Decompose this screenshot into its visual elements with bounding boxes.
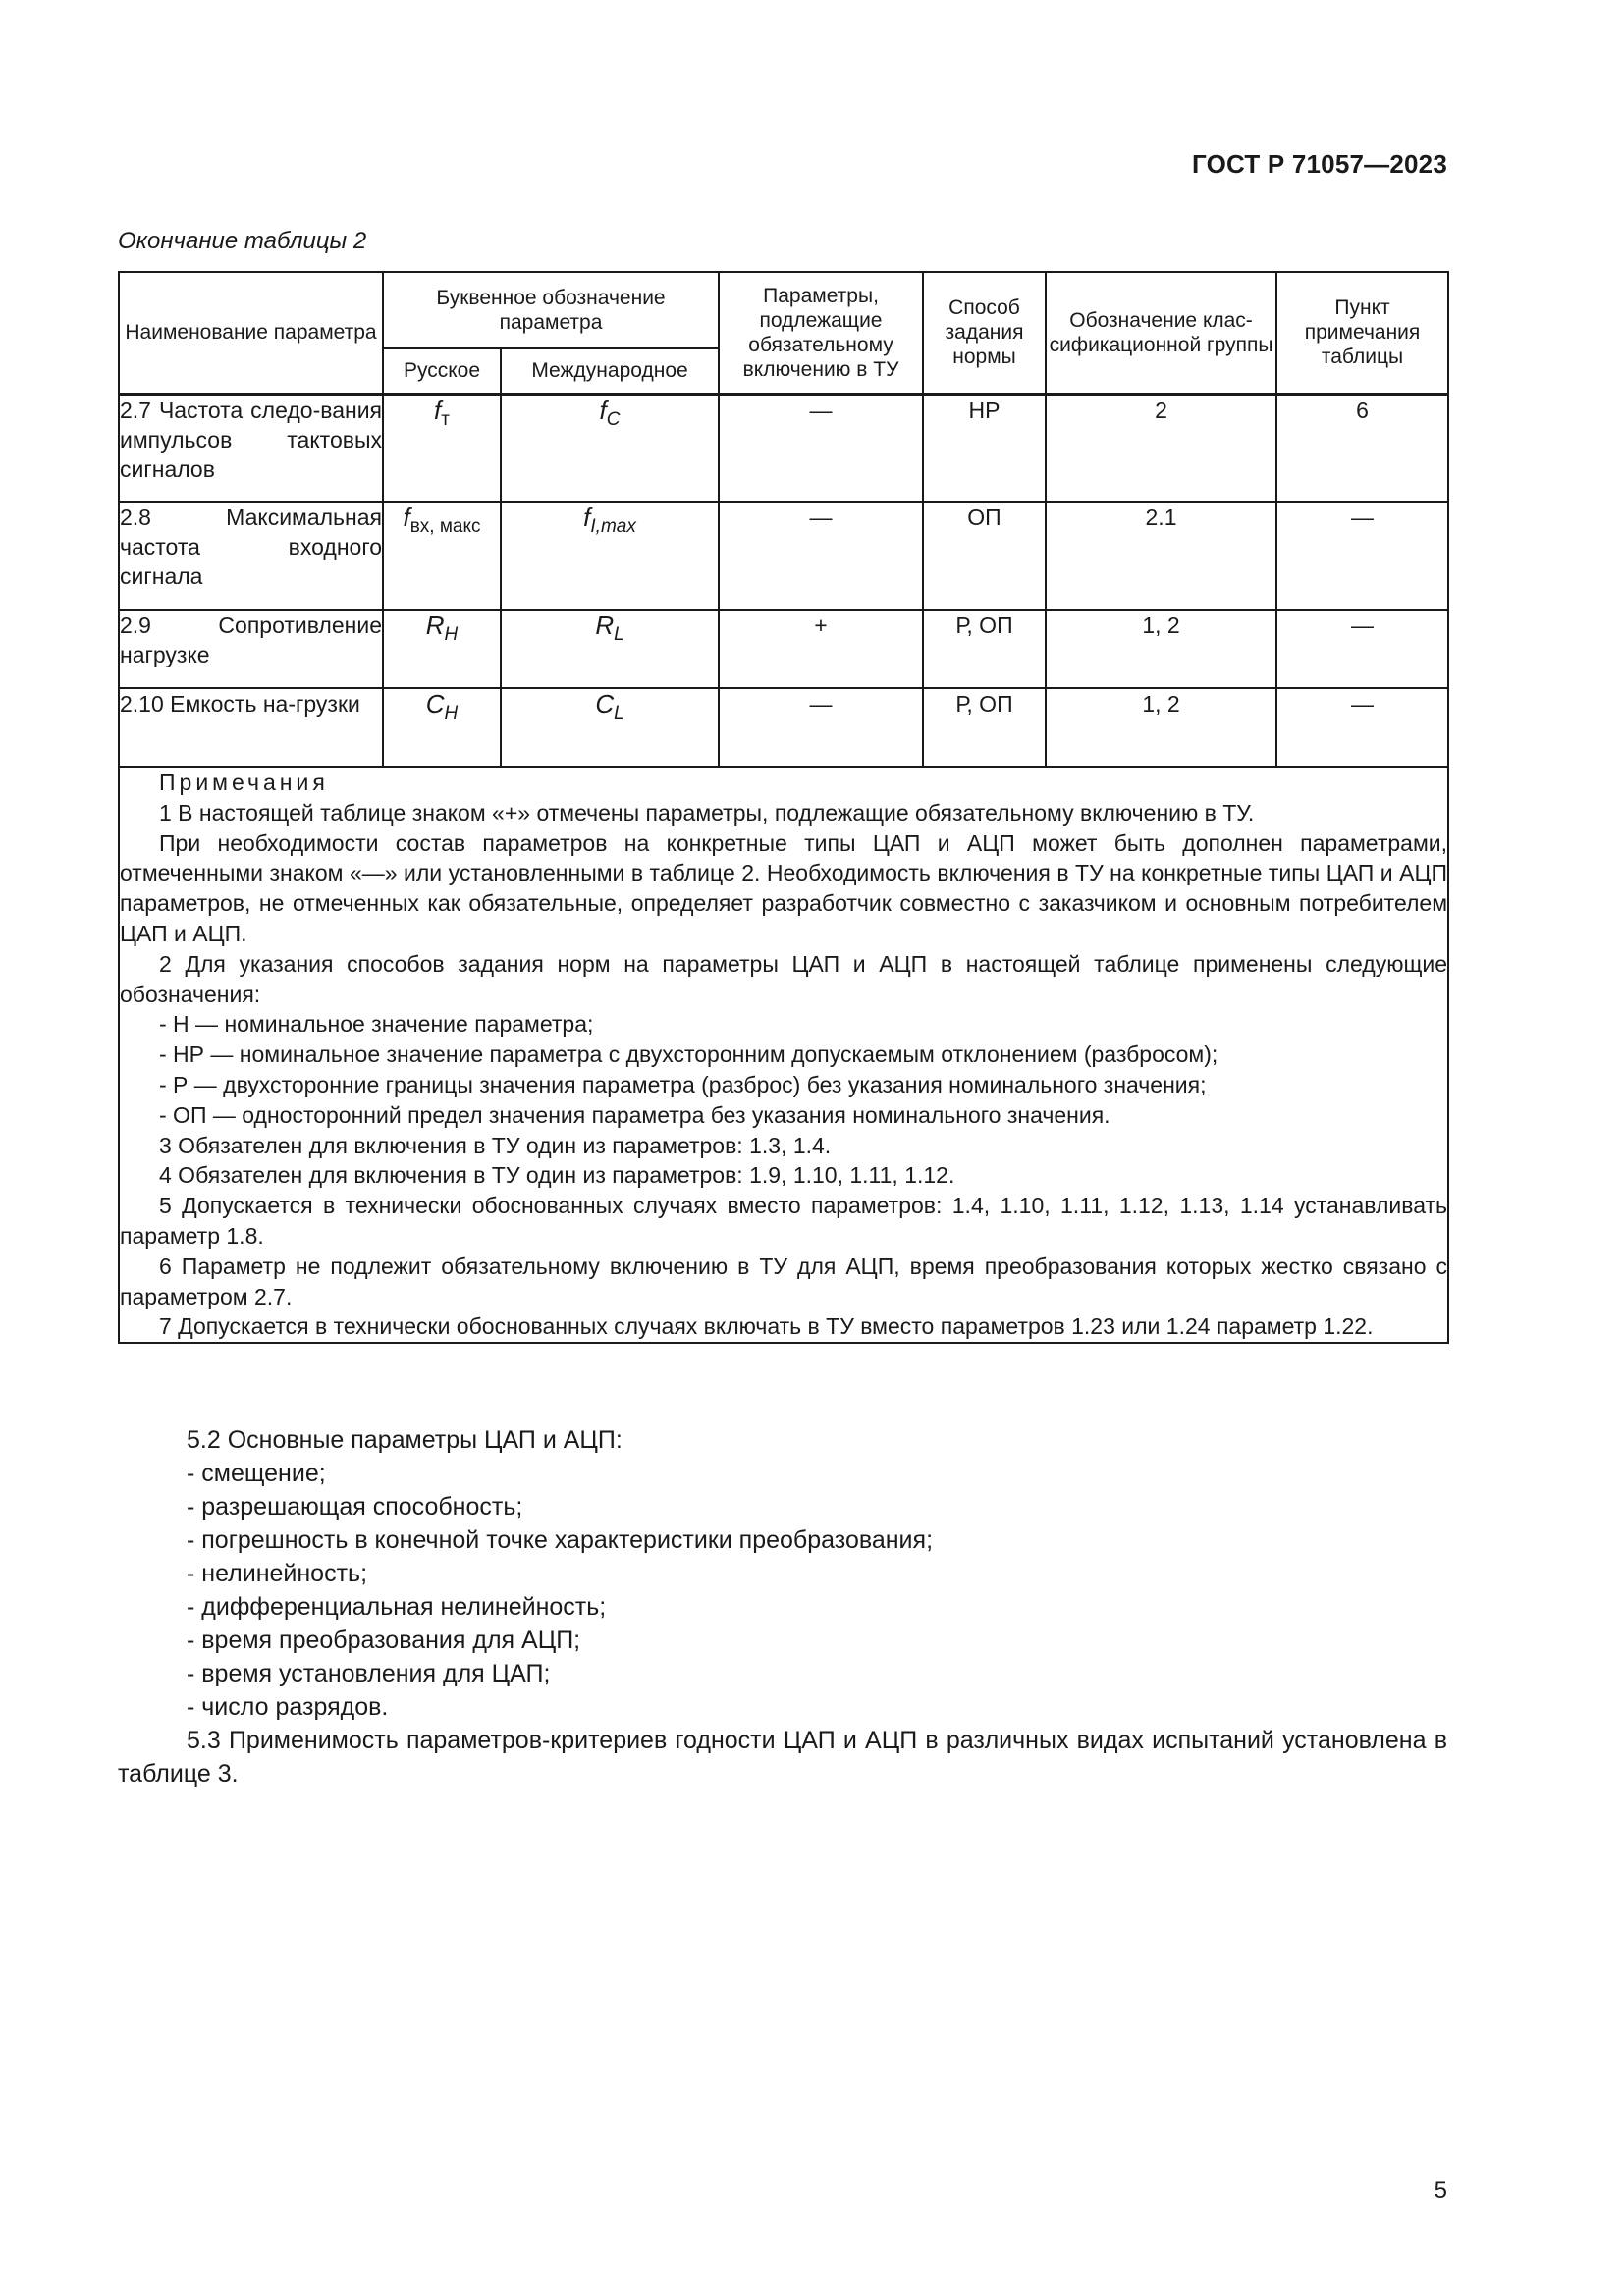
header-method: Способ задания нормы — [923, 272, 1046, 394]
row-class: 2.1 — [1046, 502, 1276, 610]
table-notes — [119, 767, 1448, 1343]
header-ru: Русское — [383, 348, 501, 394]
row-intl-symbol: $R_L$ — [501, 610, 719, 688]
list-item: - дифференциальная нелинейность; — [187, 1593, 607, 1621]
note-list-item: - Н — номинальное значение параметра; — [159, 1011, 594, 1038]
header-mandatory: Параметры, подлежащие обязательному включению в ТУ — [719, 272, 923, 394]
row-method: ОП — [923, 502, 1046, 610]
row-class: 2 — [1046, 394, 1276, 502]
row-name: 2.10 Емкость на-грузки — [119, 688, 383, 767]
row-note: — — [1276, 610, 1448, 688]
header-name: Наименование параметра — [119, 272, 383, 394]
page-number: 5 — [1434, 2177, 1447, 2204]
list-item: - разрешающая способность; — [187, 1493, 523, 1521]
parameter-list — [118, 1457, 1447, 1724]
row-intl-symbol: $f_C$ — [501, 394, 719, 502]
row-class: 1, 2 — [1046, 610, 1276, 688]
header-class: Обозначение клас-сификационной группы — [1046, 272, 1276, 394]
parameters-table — [118, 271, 1449, 1344]
list-item: - нелинейность; — [187, 1560, 368, 1587]
notes-list — [120, 798, 1447, 1342]
note-paragraph: 7 Допускается в технически обоснованных случаях включать в ТУ вместо параметров 1.23 или 1.24 параметр 1.22. — [159, 1313, 1374, 1340]
list-item: - смещение; — [187, 1460, 326, 1487]
row-name: 2.7 Частота следо-вания импульсов тактовых сигналов — [119, 394, 383, 502]
row-note: — — [1276, 688, 1448, 767]
section-5-3: 5.3 Применимость параметров-критериев годности ЦАП и АЦП в различных видах испытаний установлена в таблице 3. — [118, 1727, 1447, 1788]
row-mandatory: — — [719, 502, 923, 610]
row-ru-symbol: $f_{вх, макс}$ — [383, 502, 501, 610]
note-paragraph: 6 Параметр не подлежит обязательному включению в ТУ для АЦП, время преобразования которых жестко связано с параметром 2.7. — [120, 1253, 1448, 1309]
body-text — [118, 1423, 1447, 1790]
note-paragraph: 5 Допускается в технически обоснованных случаях вместо параметров: 1.4, 1.10, 1.11, 1.12, 1.13, 1.14 устанавливать параметр 1.8. — [120, 1193, 1448, 1249]
list-item: - число разрядов. — [187, 1693, 389, 1721]
section-5-2: 5.2 Основные параметры ЦАП и АЦП: — [187, 1426, 623, 1454]
row-note: 6 — [1276, 394, 1448, 502]
note-paragraph: 2 Для указания способов задания норм на параметры ЦАП и АЦП в настоящей таблице применены следующие обозначения: — [120, 950, 1448, 1007]
row-method: НР — [923, 394, 1046, 502]
note-paragraph: 4 Обязателен для включения в ТУ один из параметров: 1.9, 1.10, 1.11, 1.12. — [159, 1162, 955, 1189]
row-intl-symbol: $f_{I,max}$ — [501, 502, 719, 610]
row-ru-symbol: $f_т$ — [383, 394, 501, 502]
table-caption: Окончание таблицы 2 — [118, 228, 367, 254]
note-list-item: - НР — номинальное значение параметра с двухсторонним допускаемым отклонением (разбросом); — [159, 1041, 1218, 1068]
list-item: - погрешность в конечной точке характеристики преобразования; — [187, 1526, 934, 1554]
note-paragraph: 1 В настоящей таблице знаком «+» отмечены параметры, подлежащие обязательному включению в ТУ. — [159, 799, 1255, 826]
row-name: 2.8 Максимальная частота входного сигнала — [119, 502, 383, 610]
row-mandatory: + — [719, 610, 923, 688]
row-class: 1, 2 — [1046, 688, 1276, 767]
header-note-ref: Пункт примечания таблицы — [1276, 272, 1448, 394]
row-method: Р, ОП — [923, 610, 1046, 688]
note-paragraph: 3 Обязателен для включения в ТУ один из параметров: 1.3, 1.4. — [159, 1132, 832, 1158]
header-intl: Международное — [501, 348, 719, 394]
table-row — [119, 610, 1448, 688]
notes-row — [119, 767, 1448, 1343]
note-list-item: - ОП — односторонний предел значения параметра без указания номинального значения. — [159, 1101, 1110, 1128]
row-method: Р, ОП — [923, 688, 1046, 767]
document-header: ГОСТ Р 71057—2023 — [1192, 149, 1447, 179]
note-paragraph: При необходимости состав параметров на конкретные типы ЦАП и АЦП может быть дополнен параметрами, отмеченными знаком «—» или установленными в таблице 2. Необходимость включения в ТУ на конкретные типы ЦАП и АЦП параметров, не отмеченных как обязательные, определяет разработчик совместно с заказчиком и основным потребителем ЦАП и АЦП. — [120, 829, 1448, 946]
row-mandatory: — — [719, 394, 923, 502]
table-row — [119, 502, 1448, 610]
row-ru-symbol: $R_H$ — [383, 610, 501, 688]
table-row — [119, 394, 1448, 502]
notes-title: Примечания — [159, 770, 329, 795]
list-item: - время установления для ЦАП; — [187, 1660, 551, 1687]
row-mandatory: — — [719, 688, 923, 767]
header-symbol-group: Буквенное обозначение параметра — [383, 272, 719, 348]
list-item: - время преобразования для АЦП; — [187, 1627, 581, 1654]
row-ru-symbol: $C_H$ — [383, 688, 501, 767]
row-name: 2.9 Сопротивление нагрузке — [119, 610, 383, 688]
row-intl-symbol: $C_L$ — [501, 688, 719, 767]
row-note: — — [1276, 502, 1448, 610]
note-list-item: - Р — двухсторонние границы значения параметра (разброс) без указания номинального значения; — [159, 1071, 1207, 1097]
table-row — [119, 688, 1448, 767]
